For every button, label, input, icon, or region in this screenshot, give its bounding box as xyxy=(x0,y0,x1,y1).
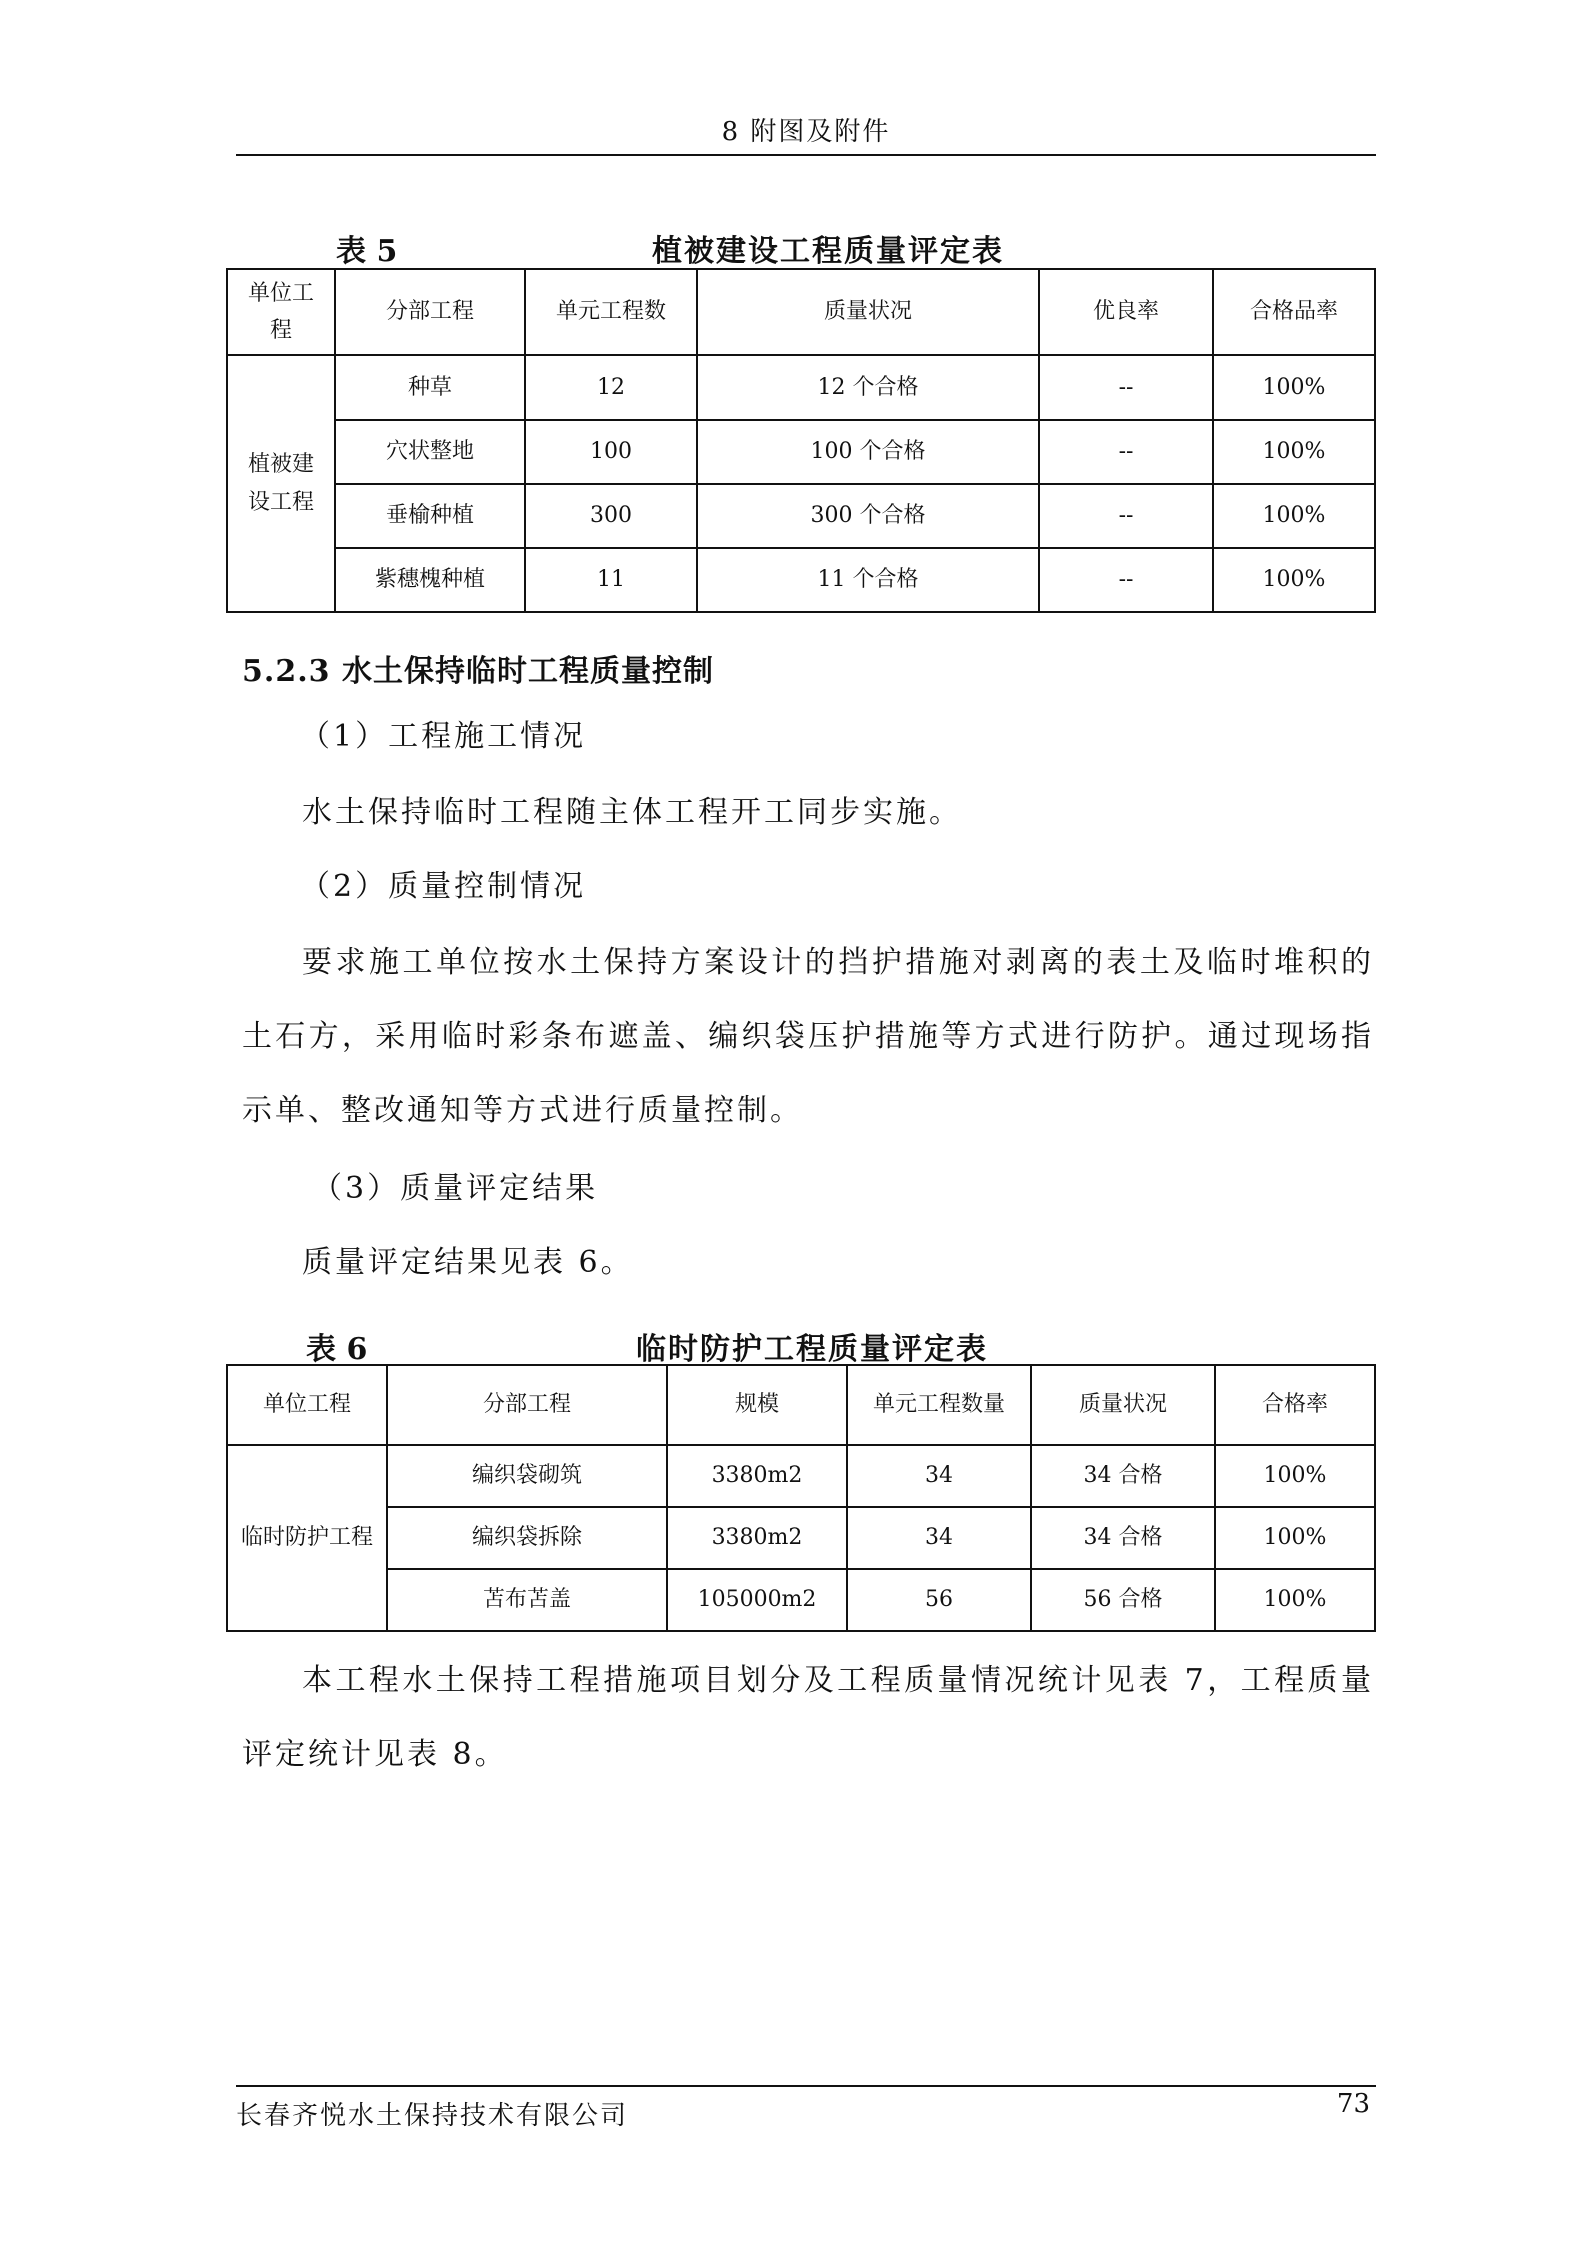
column-header: 质量状况 xyxy=(697,269,1039,355)
table-row xyxy=(227,1507,1375,1569)
table-cell: 100% xyxy=(1213,355,1375,420)
table-cell: -- xyxy=(1039,548,1213,612)
column-header: 单元工程数 xyxy=(525,269,697,355)
table5 xyxy=(226,268,1376,613)
table-cell: 56 合格 xyxy=(1031,1569,1215,1631)
table-row xyxy=(227,420,1375,484)
page-header xyxy=(236,110,1376,156)
table6 xyxy=(226,1364,1376,1632)
table-cell: 100% xyxy=(1215,1507,1375,1569)
column-header: 规模 xyxy=(667,1365,847,1445)
table-cell: 100% xyxy=(1213,420,1375,484)
table-cell: 100% xyxy=(1213,548,1375,612)
table-cell: 种草 xyxy=(335,355,525,420)
column-header: 单位工程 xyxy=(227,269,335,355)
page-footer xyxy=(236,2085,1376,2137)
paragraph-1: 水土保持临时工程随主体工程开工同步实施。 xyxy=(302,795,962,830)
table-cell: 100 xyxy=(525,420,697,484)
table-cell: 34 xyxy=(847,1445,1031,1507)
table-cell: 300 xyxy=(525,484,697,548)
item-heading-3: （3）质量评定结果 xyxy=(312,1171,599,1206)
table-row xyxy=(227,1569,1375,1631)
footer-company: 长春齐悦水土保持技术有限公司 xyxy=(236,2101,629,2131)
column-header: 分部工程 xyxy=(335,269,525,355)
column-header: 单元工程数量 xyxy=(847,1365,1031,1445)
page-number: 73 xyxy=(1336,2089,1370,2119)
table-cell: 100% xyxy=(1213,484,1375,548)
header-text: 8 附图及附件 xyxy=(721,117,891,147)
table-cell: 56 xyxy=(847,1569,1031,1631)
table6-title: 临时防护工程质量评定表 xyxy=(636,1332,988,1367)
table-cell: 300 个合格 xyxy=(697,484,1039,548)
table-row xyxy=(227,1445,1375,1507)
item-heading-2: （2）质量控制情况 xyxy=(300,869,587,904)
column-header: 分部工程 xyxy=(387,1365,667,1445)
table-cell: 苫布苫盖 xyxy=(387,1569,667,1631)
column-header: 质量状况 xyxy=(1031,1365,1215,1445)
closing-paragraph: 本工程水土保持工程措施项目划分及工程质量情况统计见表 7，工程质量评定统计见表 8。 xyxy=(242,1663,1374,1772)
item-heading-1: （1）工程施工情况 xyxy=(300,719,587,754)
table5-number: 表 5 xyxy=(336,234,398,269)
table-cell: 100 个合格 xyxy=(697,420,1039,484)
table-cell: 编织袋砌筑 xyxy=(387,1445,667,1507)
table-cell: 12 个合格 xyxy=(697,355,1039,420)
table-cell: 紫穗槐种植 xyxy=(335,548,525,612)
table-cell: 34 合格 xyxy=(1031,1445,1215,1507)
table6-number: 表 6 xyxy=(306,1332,368,1367)
table-header-row xyxy=(227,269,1375,355)
table-cell: 3380m2 xyxy=(667,1507,847,1569)
table-cell: -- xyxy=(1039,420,1213,484)
column-header: 单位工程 xyxy=(227,1365,387,1445)
paragraph-3: 质量评定结果见表 6。 xyxy=(302,1245,634,1280)
table-cell: 编织袋拆除 xyxy=(387,1507,667,1569)
table6-caption xyxy=(236,1318,1376,1367)
column-header: 合格率 xyxy=(1215,1365,1375,1445)
unit-cell: 植被建设工程 xyxy=(227,355,335,612)
column-header: 优良率 xyxy=(1039,269,1213,355)
table-cell: 34 合格 xyxy=(1031,1507,1215,1569)
unit-cell: 临时防护工程 xyxy=(227,1445,387,1631)
table-cell: 11 个合格 xyxy=(697,548,1039,612)
table-cell: 105000m2 xyxy=(667,1569,847,1631)
table-cell: 34 xyxy=(847,1507,1031,1569)
table-header-row xyxy=(227,1365,1375,1445)
table-cell: -- xyxy=(1039,484,1213,548)
table-cell: 3380m2 xyxy=(667,1445,847,1507)
table-row xyxy=(227,548,1375,612)
table-cell: -- xyxy=(1039,355,1213,420)
table-cell: 12 xyxy=(525,355,697,420)
paragraph-2: 要求施工单位按水土保持方案设计的挡护措施对剥离的表土及临时堆积的土石方，采用临时彩条布遮盖、编织袋压护措施等方式进行防护。通过现场指示单、整改通知等方式进行质量控制。 xyxy=(242,945,1374,1128)
table-cell: 11 xyxy=(525,548,697,612)
table-cell: 100% xyxy=(1215,1569,1375,1631)
table5-caption xyxy=(236,220,1376,269)
section-heading: 5.2.3 水土保持临时工程质量控制 xyxy=(242,654,714,689)
column-header: 合格品率 xyxy=(1213,269,1375,355)
table-row xyxy=(227,355,1375,420)
table5-title: 植被建设工程质量评定表 xyxy=(652,234,1004,269)
table-cell: 100% xyxy=(1215,1445,1375,1507)
table-row xyxy=(227,484,1375,548)
table-cell: 垂榆种植 xyxy=(335,484,525,548)
table-cell: 穴状整地 xyxy=(335,420,525,484)
